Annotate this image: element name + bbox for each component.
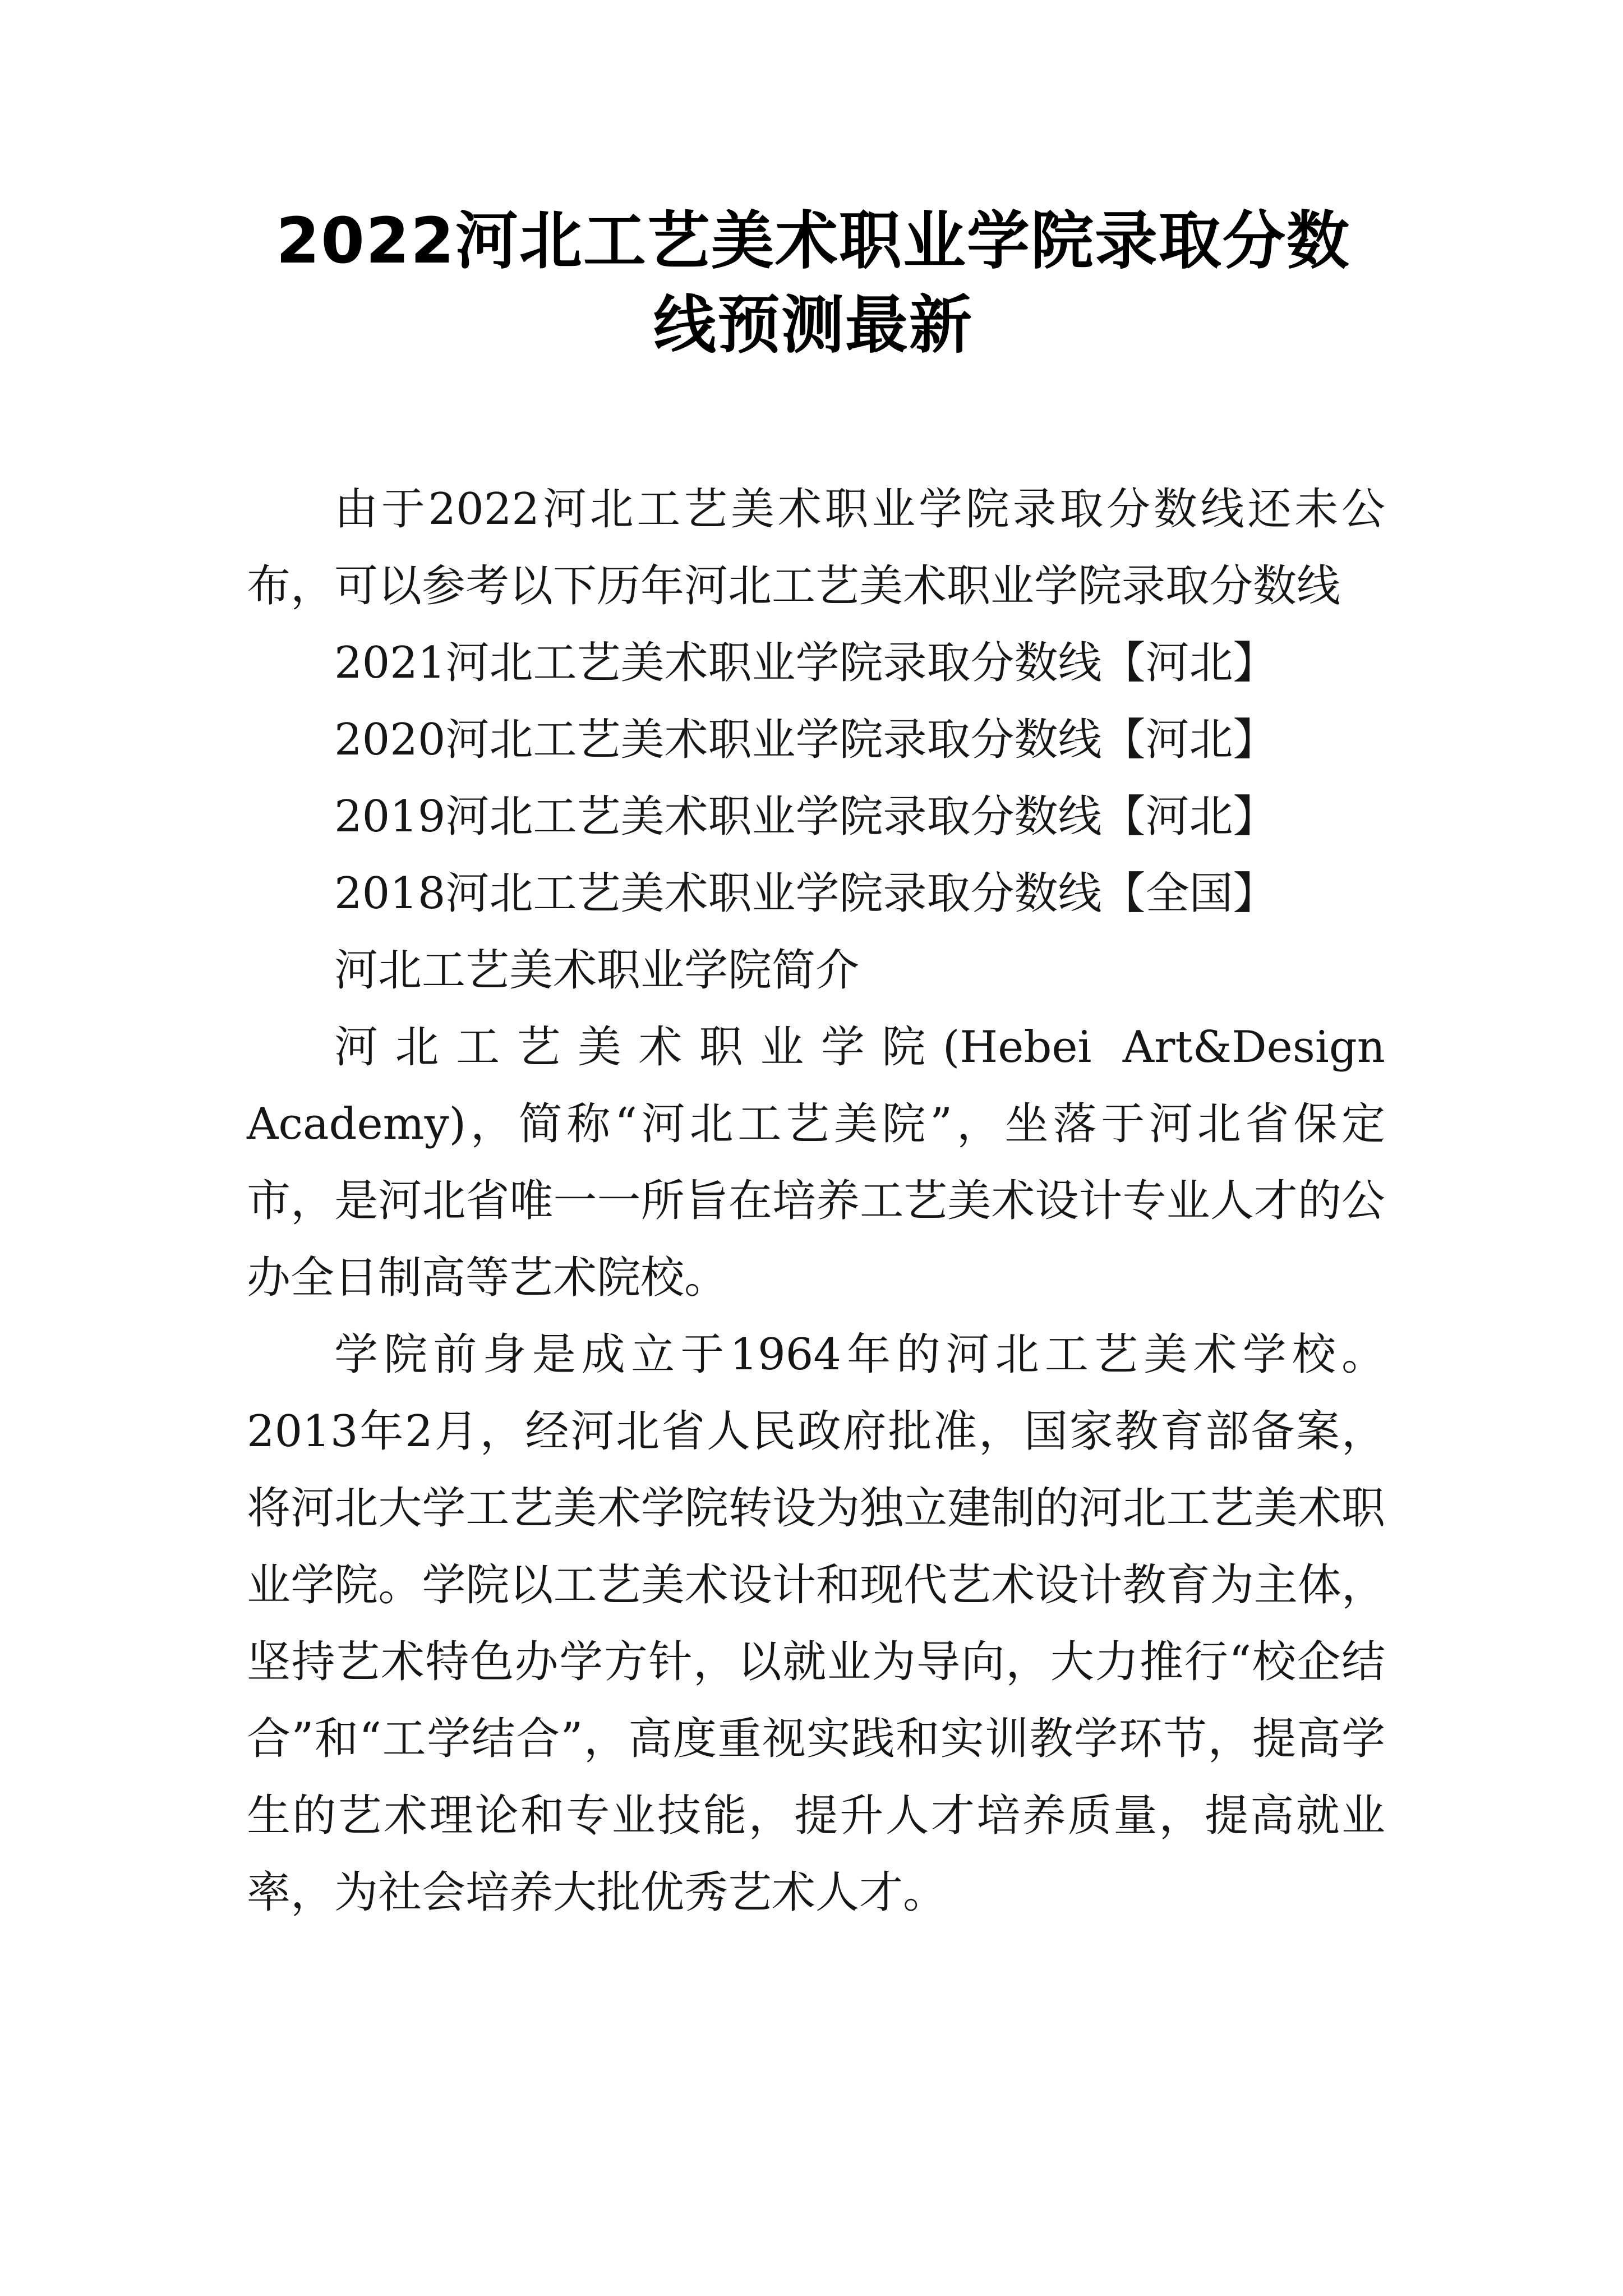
document-body [247, 471, 1385, 1931]
score-line-2021: 2021河北工艺美术职业学院录取分数线【河北】 [334, 638, 1277, 688]
score-line-2019: 2019河北工艺美术职业学院录取分数线【河北】 [334, 792, 1277, 842]
document-title: 2022河北工艺美术职业学院录取分数线预测最新 [276, 205, 1350, 362]
intro-paragraph: 由于2022河北工艺美术职业学院录取分数线还未公布，可以参考以下历年河北工艺美术职业学院录取分数线 [247, 484, 1385, 611]
section-heading: 河北工艺美术职业学院简介 [334, 945, 860, 996]
academy-description-paragraph: 河北工艺美术职业学院(Hebei Art&Design Academy)，简称“河北工艺美院”，坐落于河北省保定市，是河北省唯一一所旨在培养工艺美术设计专业人才的公办全日制高等艺术院校。 [247, 1022, 1385, 1303]
score-line-2018: 2018河北工艺美术职业学院录取分数线【全国】 [334, 868, 1277, 919]
academy-history-paragraph: 学院前身是成立于1964年的河北工艺美术学校。2013年2月，经河北省人民政府批准，国家教育部备案，将河北大学工艺美术学院转设为独立建制的河北工艺美术职业学院。学院以工艺美术设计和现代艺术设计教育为主体，坚持艺术特色办学方针，以就业为导向，大力推行“校企结合”和“工学结合”，高度重视实践和实训教学环节，提高学生的艺术理论和专业技能，提升人才培养质量，提高就业率，为社会培养大批优秀艺术人才。 [247, 1329, 1385, 1918]
score-line-2020: 2020河北工艺美术职业学院录取分数线【河北】 [334, 715, 1277, 765]
